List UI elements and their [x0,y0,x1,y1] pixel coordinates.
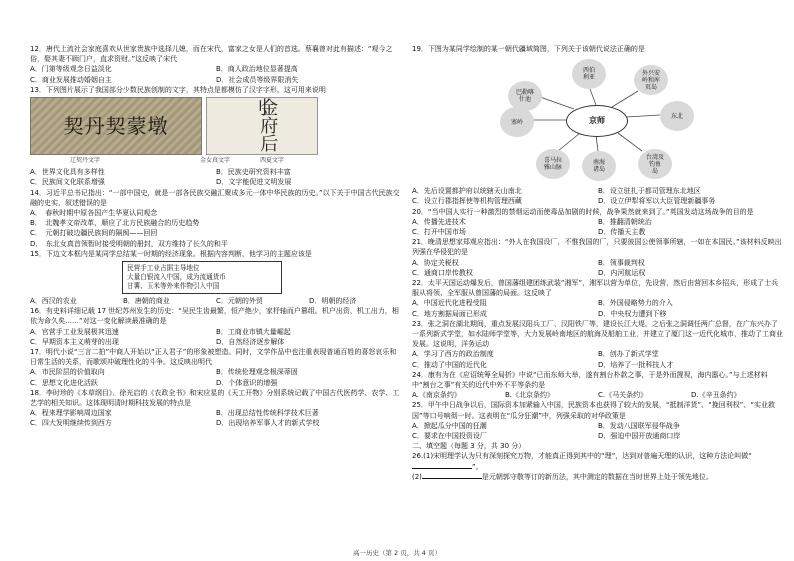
option-d[interactable]: D．培养了一批科技人才 [598,360,674,369]
option-d[interactable]: D．强迫中国开放通商口岸 [598,432,681,441]
node-outer-xinganling-sakhalin: 外兴安 岭和库 页岛 [634,65,668,95]
option-a[interactable]: A．传播先进技术 [412,217,466,226]
option-b[interactable]: B．领事裁判权 [598,258,645,267]
option-a[interactable]: A．协定关税权 [412,258,459,267]
question-stem: 23．张之洞在湖北期间，重点发展汉阳兵工厂、汉阳铁厂等，建设长江大堤。之后张之洞调任两广总督，在广东兴办了一系列新式学堂，如水陆师学堂等，大力发展岭南地区的航海及船舶工业，并建立了厦门这一近代化城市，推动了工商业发展。这说明，洋务运动 [412,319,783,349]
node-northeast: 东北 [660,101,694,131]
option-d[interactable]: D．设立伊犁将军以大臣管理新疆事务 [598,197,716,206]
option-c[interactable]: C.《马关条约》 [598,391,648,400]
option-a[interactable]: A． 春秋时期中原各国产生华夏认同观念 [30,209,158,218]
option-d[interactable]: D．社会成员等级界限消失 [216,75,299,84]
option-d[interactable]: D．文字能促进文明发展 [216,178,292,187]
options [30,367,402,387]
left-column [30,44,402,429]
option-c[interactable]: C．设立行郡指挥使等机构管理西藏 [412,197,522,206]
option-a[interactable]: A.《南京条约》 [412,391,461,400]
option-a[interactable]: A．掀起瓜分中国的狂潮 [412,421,487,430]
caption-khitan: 辽契丹文字 [70,157,101,165]
question-stem: 12．唐代上流社会家庭喜欢从世家贵族中选择儿媳，而在宋代，富家之女是人们的首选。蔡襄曾对此有描述：“观今之俗，娶其妻不顾门户，直求资财。”这反映了宋代 [30,45,393,64]
option-c[interactable]: C．民族间文化联系增强 [30,178,105,187]
options [412,186,784,206]
option-b[interactable]: B．工商业市镇大量崛起 [216,327,291,336]
option-d[interactable]: D．出现培养军事人才的新式学校 [216,419,320,428]
question-stem: 18．李时珍的《本草纲目》、徐光启的《农政全书》和宋应星的《天工开物》分别系统记载了中国古代医药学、农学、工艺学的相关知识。这体现明清时期科技发展的特点是 [30,388,400,408]
option-a[interactable]: A．中国近代化进程受阻 [412,299,487,308]
option-c[interactable]: C．要求在中国投资设厂 [412,432,487,441]
option-b[interactable]: B．唐朝的商业 [123,297,170,306]
question-stem: 25．甲午中日战争以后，国际资本加紧输入中国，民族资本也获得了较大的发展，“抵制洋货”、“挽回利权”、“实业救国”等口号响彻一时。这表明在“瓜分狂潮”中，列强采取的对华政策是 [412,401,776,420]
option-d[interactable]: D．自然经济逐步解体 [216,337,285,346]
question-25 [412,400,784,441]
question-22 [412,278,784,319]
options [30,327,402,347]
script-images [30,97,402,155]
option-b[interactable]: B． 北魏孝文帝改革，顺应了北方民族融合的历史趋势 [30,219,200,228]
question-stem: 15．下边文本框内是某同学总结某一时期的经济现象。根据内容判断，他学习的主题应该是 [30,249,312,258]
options [30,167,402,187]
question-20 [412,207,784,238]
question-26-part-2: (2) 是元朝郭守敬等订的新历法，其中测定的数据在当时世界上处于领先地位。 [412,472,713,481]
option-b[interactable]: B．出现总结性传统科学技术巨著 [216,409,319,418]
question-stem: 20．“当中国人实行一种激烈的禁烟运动而使毒品加剧的时候，战争果然就来到了。”英国发动这场战争的目的是 [412,207,754,216]
options [30,296,402,306]
options [412,421,784,441]
option-a[interactable]: A．先后设置都护府以统辖天山南北 [412,187,522,196]
option-a[interactable]: A．程来理学影响周边国家 [30,409,112,418]
caption-tangut: 西夏文字 [260,157,285,165]
right-column [412,44,784,482]
option-d[interactable]: D．内河航运权 [598,268,646,277]
option-a[interactable]: A．门第等级观念日益淡化 [30,65,112,74]
option-c[interactable]: C．推动了中国的近代化 [412,360,487,369]
section-title: 二、填空题（每题 3 分，共 30 分） [412,442,526,451]
option-c[interactable]: C．通商口岸传教权 [412,268,473,277]
option-b[interactable]: B．民族史研究资料丰富 [216,168,291,177]
option-b[interactable]: B.《北京条约》 [505,391,555,400]
option-d[interactable]: D． 东北女真首领暂时接受明朝的册封，双方维持了长久的和平 [30,239,228,248]
question-stem: 21．晚清思想家郑观应指出：“外人在我国设厂，不惟我国的厂，只要彼国公使领事所辖，一如在本国民。”该材料反映出列强在华侵犯的是 [412,238,782,257]
jurchen-tangut-script-image: 金府后刂 [206,97,318,155]
options [30,208,402,249]
option-c[interactable]: C． 元朝打破边疆民族间的隔阂——回回 [30,229,158,238]
option-b[interactable]: B．设立驻扎于都司管理东北地区 [598,187,701,196]
option-c[interactable]: C．思想文化进化活跃 [30,378,98,387]
option-d[interactable]: D．传播天主教 [598,228,646,237]
question-stem: 22．太平天国运动爆发后，曾国藩组建团练武装“湘军”，湘军以营为单位，先设营，然后由营回本乡招兵，形成了士兵服从将领、全军服从曾国藩的局面。这反映了 [412,279,779,298]
option-a[interactable]: A．学习了西方的政治制度 [412,350,494,359]
options [412,298,784,318]
image-captions [30,156,402,166]
question-14 [30,188,402,249]
question-17 [30,347,402,388]
question-stem: 17．明代小说“三言二拍”中商人开始以“正人君子”的形象被塑造。同时，文学作品中也注重表现普通百姓的喜怒哀乐和日常生活的关系，而歌颂冲破理性化的斗争。这反映出明代 [30,348,397,367]
question-23 [412,319,784,370]
answer-blank-1[interactable] [412,468,472,469]
question-13 [30,85,402,188]
page-footer: 高一历史（第 2 页，共 4 页） [352,549,442,557]
option-c[interactable]: C．早期资本主义萌芽的出现 [30,337,119,346]
node-taiwan-diaoyu: 台湾及 钓鱼 岛 [638,149,672,179]
option-b[interactable]: B．外国侵略势力的介入 [598,299,673,308]
question-26-part-1: 26.(1)宋明理学认为只有深刻探究万物，才能真正得到其中的“理”，达到对普遍天理的认识，这种方法论叫做“”。 [412,452,752,471]
option-d[interactable]: D.《辛丑条约》 [691,391,741,400]
question-stem: 14．习近平总书记指出：“一部中国史，就是一部各民族交融汇聚成多元一体中华民族的历史。”以下关于中国古代民族交融的史实，叙述错误的是 [30,188,400,207]
option-a[interactable]: A．世界文化具有多样性 [30,168,105,177]
question-stem: 19．下图为某同学绘制的某一朝代疆域简图，下列关于该朝代说法正确的是 [412,45,645,53]
option-d[interactable]: D．中央权力遭到下移 [598,309,667,318]
question-21 [412,237,784,278]
khitan-script-image: 契丹契蒙墩 [30,97,202,155]
option-d[interactable]: D．明朝的经济 [309,297,357,306]
option-b[interactable]: B．推翻清朝统治 [598,217,652,226]
question-18 [30,388,402,429]
question-24 [412,370,784,401]
option-a[interactable]: A．官营手工业发展极其迅速 [30,327,119,336]
options [412,390,784,400]
question-stem: 13．下列图片展示了我国部分少数民族创制的文字，其特点是都模仿了汉字字形。这可用来说明 [30,85,326,94]
option-b[interactable]: B．发动八国联军侵华战争 [598,421,680,430]
node-south-sea-islands: 南海 诸岛 [582,151,616,181]
option-a[interactable]: A．市民阶层的价值取向 [30,368,105,377]
option-c[interactable]: C．元朝的外贸 [216,297,263,306]
node-himalaya: 喜马拉 雅山脉 [536,149,570,179]
question-19 [412,44,784,207]
caption-jurchen: 金女真文字 [200,157,231,165]
option-b[interactable]: B．传统伦理观念根深蒂固 [216,368,298,377]
territory-diagram [412,57,784,183]
options [412,258,784,278]
options [30,64,402,84]
answer-blank-2[interactable] [422,478,482,479]
question-12 [30,44,402,85]
option-c[interactable]: C．地方割据局面已形成 [412,309,487,318]
options [30,408,402,428]
option-b[interactable]: B．创办了新式学堂 [598,350,659,359]
option-a[interactable]: A．西汉的农业 [30,297,77,306]
question-15 [30,249,402,306]
fill-in-section [412,441,784,482]
question-stem: 24．康有为在《应诏统筹全局折》中说“已而东师大举，遂有割台朴款之事，于是外而觊视，海内嚣心。”与上述材料中“割台之事”有关的近代中外不平等条约是 [412,370,768,390]
options [412,217,784,237]
question-stem: 16．有史料详细记载 17 世纪苏州发生的历史：“吴民生齿最繁，恒产绝少，家杼轴而户篡组。机户出资，机工出力，相依为命久矣……”对这一变化解读最准确的是 [30,307,399,326]
option-b[interactable]: B．商人政治地位显著提高 [216,65,298,74]
question-16 [30,306,402,347]
node-west: 塞岭 [500,107,534,137]
option-c[interactable]: C．四大发明继续传到西方 [30,419,112,428]
option-d[interactable]: D．个体意识的增强 [216,378,278,387]
node-capital: 京师 [566,105,628,137]
option-c[interactable]: C．打开中国市场 [412,228,466,237]
options [412,349,784,369]
option-c[interactable]: C．商业发展推动婚姻自主 [30,75,112,84]
node-balkhash: 巴勒喀 什池 [508,81,542,111]
economic-phenomena-box: 民营手工业占据主导地位 大量白银流入中国，成为流通货币 甘薯、玉米等外来作物引入中国 [122,261,282,294]
node-siberia: 西伯 利亚 [572,59,606,89]
